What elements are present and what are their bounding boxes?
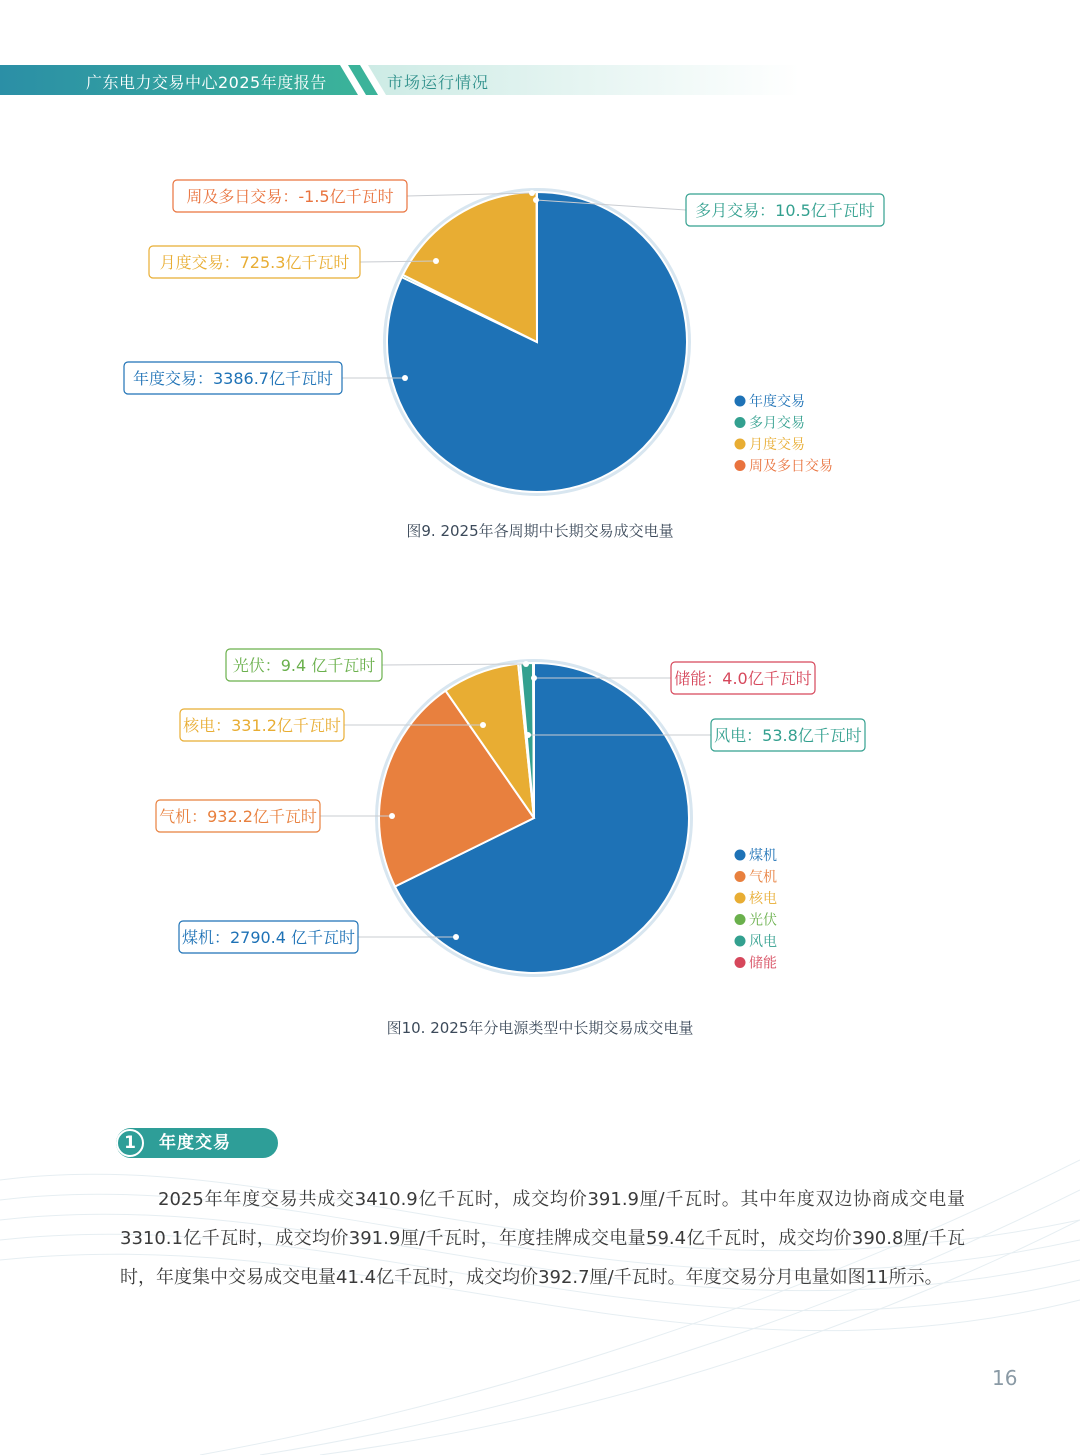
leader-dot-3 bbox=[523, 661, 529, 667]
legend-marker-2 bbox=[735, 893, 746, 904]
legend-label-3: 周及多日交易 bbox=[749, 458, 833, 475]
slice-label-3: 周及多日交易：-1.5亿千瓦时 bbox=[186, 187, 394, 206]
legend-marker-1 bbox=[735, 417, 746, 428]
legend-label-1: 多月交易 bbox=[749, 415, 805, 432]
legend-label-0: 年度交易 bbox=[749, 394, 805, 410]
pie-chart-source bbox=[0, 640, 1080, 1000]
legend-marker-4 bbox=[735, 936, 746, 947]
slice-label-0: 煤机：2790.4 亿千瓦时 bbox=[181, 928, 356, 947]
pie-chart-period-svg bbox=[0, 170, 1080, 510]
leader-dot-1 bbox=[533, 197, 539, 203]
pie-slice-5 bbox=[533, 663, 534, 818]
slice-label-1: 多月交易：10.5亿千瓦时 bbox=[695, 201, 875, 220]
slice-label-4: 风电：53.8亿千瓦时 bbox=[714, 726, 862, 745]
legend-marker-1 bbox=[735, 871, 746, 882]
legend-label-5: 储能 bbox=[749, 955, 777, 972]
leader-dot-2 bbox=[433, 258, 439, 264]
slice-label-0: 年度交易：3386.7亿千瓦时 bbox=[133, 369, 333, 388]
leader-dot-4 bbox=[525, 732, 531, 738]
legend-marker-3 bbox=[735, 460, 746, 471]
chart-caption-period: 图9. 2025年各周期中长期交易成交电量 bbox=[406, 522, 674, 540]
chart-caption-source: 图10. 2025年分电源类型中长期交易成交电量 bbox=[386, 1019, 694, 1037]
leader-dot-0 bbox=[402, 375, 408, 381]
legend-label-2: 核电 bbox=[749, 891, 777, 907]
report-title: 广东电力交易中心2025年度报告 bbox=[86, 73, 327, 92]
leader-dot-0 bbox=[453, 934, 459, 940]
slice-label-3: 光伏：9.4 亿千瓦时 bbox=[232, 656, 376, 675]
leader-dot-1 bbox=[389, 813, 395, 819]
section-name: 市场运行情况 bbox=[387, 73, 490, 92]
pie-chart-period bbox=[0, 170, 1080, 550]
section-title: 年度交易 bbox=[159, 1133, 231, 1153]
legend-marker-3 bbox=[735, 914, 746, 925]
legend-marker-2 bbox=[735, 439, 746, 450]
leader-dot-3 bbox=[529, 190, 535, 196]
page-header bbox=[0, 65, 800, 95]
leader-dot-5 bbox=[531, 675, 537, 681]
legend-label-1: 气机 bbox=[749, 869, 777, 886]
legend-marker-0 bbox=[735, 396, 746, 407]
section-heading bbox=[116, 1128, 278, 1158]
pie-chart-source-svg bbox=[0, 640, 1080, 990]
slice-label-2: 月度交易：725.3亿千瓦时 bbox=[159, 253, 350, 272]
page-number: 16 bbox=[992, 1366, 1018, 1390]
legend-label-0: 煤机 bbox=[749, 848, 777, 864]
body-paragraph: 2025年年度交易共成交3410.9亿千瓦时，成交均价391.9厘/千瓦时。其中年度双边协商成交电量3310.1亿千瓦时，成交均价391.9厘/千瓦时，年度挂牌成交电量59.4亿千瓦时，成交均价390.8厘/千瓦时，年度集中交易成交电量41.4亿千瓦时，成交均价392.7厘/千瓦时。年度交易分月电量如图11所示。 bbox=[120, 1189, 965, 1288]
section-number: 1 bbox=[124, 1133, 136, 1153]
legend-label-3: 光伏 bbox=[749, 912, 777, 929]
leader-dot-2 bbox=[480, 722, 486, 728]
slice-label-1: 气机：932.2亿千瓦时 bbox=[159, 807, 317, 826]
slice-label-5: 储能：4.0亿千瓦时 bbox=[674, 669, 812, 688]
legend-marker-0 bbox=[735, 850, 746, 861]
legend-label-2: 月度交易 bbox=[749, 437, 805, 453]
slice-label-2: 核电：331.2亿千瓦时 bbox=[183, 716, 341, 735]
legend-label-4: 风电 bbox=[749, 934, 777, 950]
legend-marker-5 bbox=[735, 957, 746, 968]
